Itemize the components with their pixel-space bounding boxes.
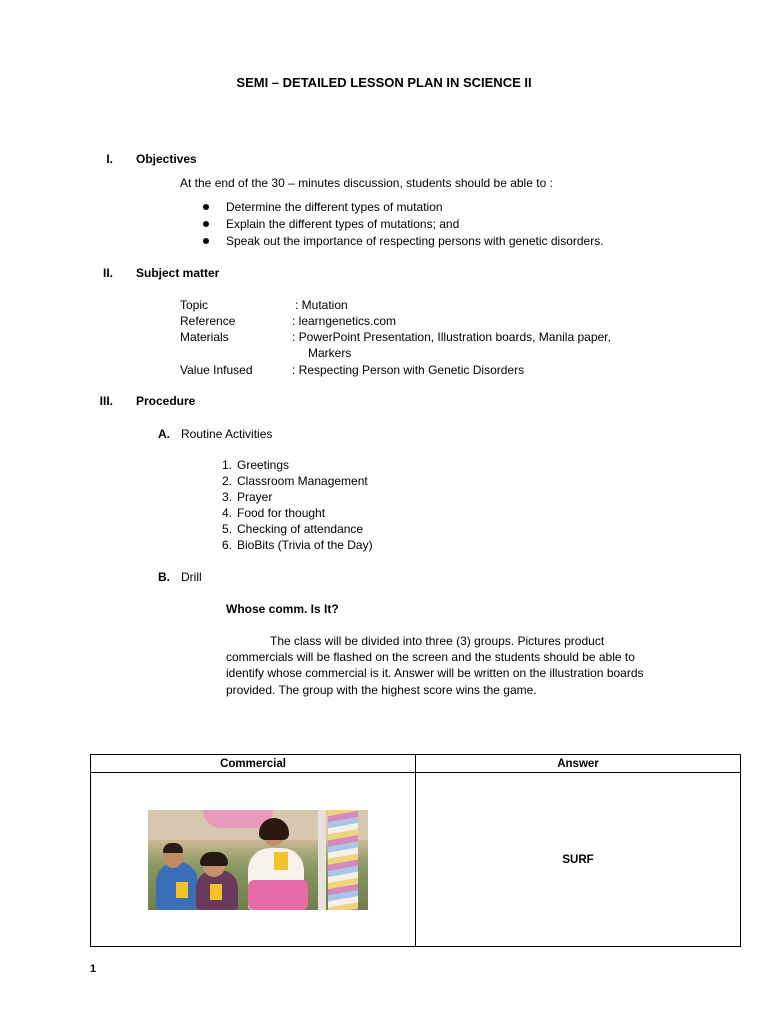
subsection-letter-routine: A. [158, 427, 170, 441]
commercial-image [148, 810, 368, 910]
list-item: BioBits (Trivia of the Day) [237, 538, 373, 552]
objective-item: Explain the different types of mutations; and [226, 217, 460, 231]
document-title: SEMI – DETAILED LESSON PLAN IN SCIENCE II [236, 75, 532, 90]
subject-value: : Respecting Person with Genetic Disorders [292, 363, 525, 377]
subject-label: Materials [180, 330, 229, 344]
subject-label: Topic [180, 298, 209, 312]
objective-item: Determine the different types of mutation [226, 200, 443, 214]
section-numeral-objectives: I. [106, 152, 113, 166]
list-number: 3. [221, 490, 232, 504]
bullet-icon [203, 204, 209, 210]
list-item: Classroom Management [237, 474, 368, 488]
list-number: 1. [221, 458, 232, 472]
bullet-icon [203, 238, 209, 244]
subject-value-continued: Markers [308, 346, 352, 360]
bullet-icon [203, 221, 209, 227]
activity-title: Whose comm. Is It? [226, 602, 339, 616]
activity-instructions: The class will be divided into three (3) groups. Pictures product commercials will be flashed on the screen and the students should be able to identify whose commercial is it. Answer will be written on the illustration boards provided. The group with the highest score wins the game. [226, 634, 644, 697]
list-number: 6. [221, 538, 232, 552]
subsection-heading-drill: Drill [181, 570, 202, 584]
subject-label: Reference [180, 314, 236, 328]
commercial-answer-table [90, 754, 741, 947]
subject-value: : Mutation [295, 298, 348, 312]
subsection-letter-drill: B. [158, 570, 170, 584]
page-number: 1 [90, 963, 97, 975]
answer-cell: SURF [416, 773, 741, 947]
subject-value: : learngenetics.com [292, 314, 397, 328]
list-number: 2. [221, 474, 232, 488]
list-item: Checking of attendance [237, 522, 364, 536]
subject-label: Value Infused [180, 363, 253, 377]
objectives-intro: At the end of the 30 – minutes discussion, students should be able to : [180, 176, 553, 190]
subsection-heading-routine: Routine Activities [181, 427, 273, 441]
section-numeral-procedure: III. [99, 394, 113, 408]
column-header-answer: Answer [416, 755, 741, 773]
list-number: 4. [221, 506, 232, 520]
list-item: Greetings [237, 458, 290, 472]
subject-value: : PowerPoint Presentation, Illustration boards, Manila paper, [292, 330, 611, 344]
objective-item: Speak out the importance of respecting persons with genetic disorders. [226, 234, 604, 248]
list-number: 5. [221, 522, 232, 536]
list-item: Prayer [237, 490, 273, 504]
section-heading-subject-matter: Subject matter [136, 266, 220, 280]
section-numeral-subject-matter: II. [102, 266, 113, 280]
commercial-cell [91, 773, 416, 947]
list-item: Food for thought [237, 506, 326, 520]
table-row [91, 773, 741, 947]
section-heading-procedure: Procedure [136, 394, 196, 408]
section-heading-objectives: Objectives [136, 152, 197, 166]
column-header-commercial: Commercial [91, 755, 416, 773]
